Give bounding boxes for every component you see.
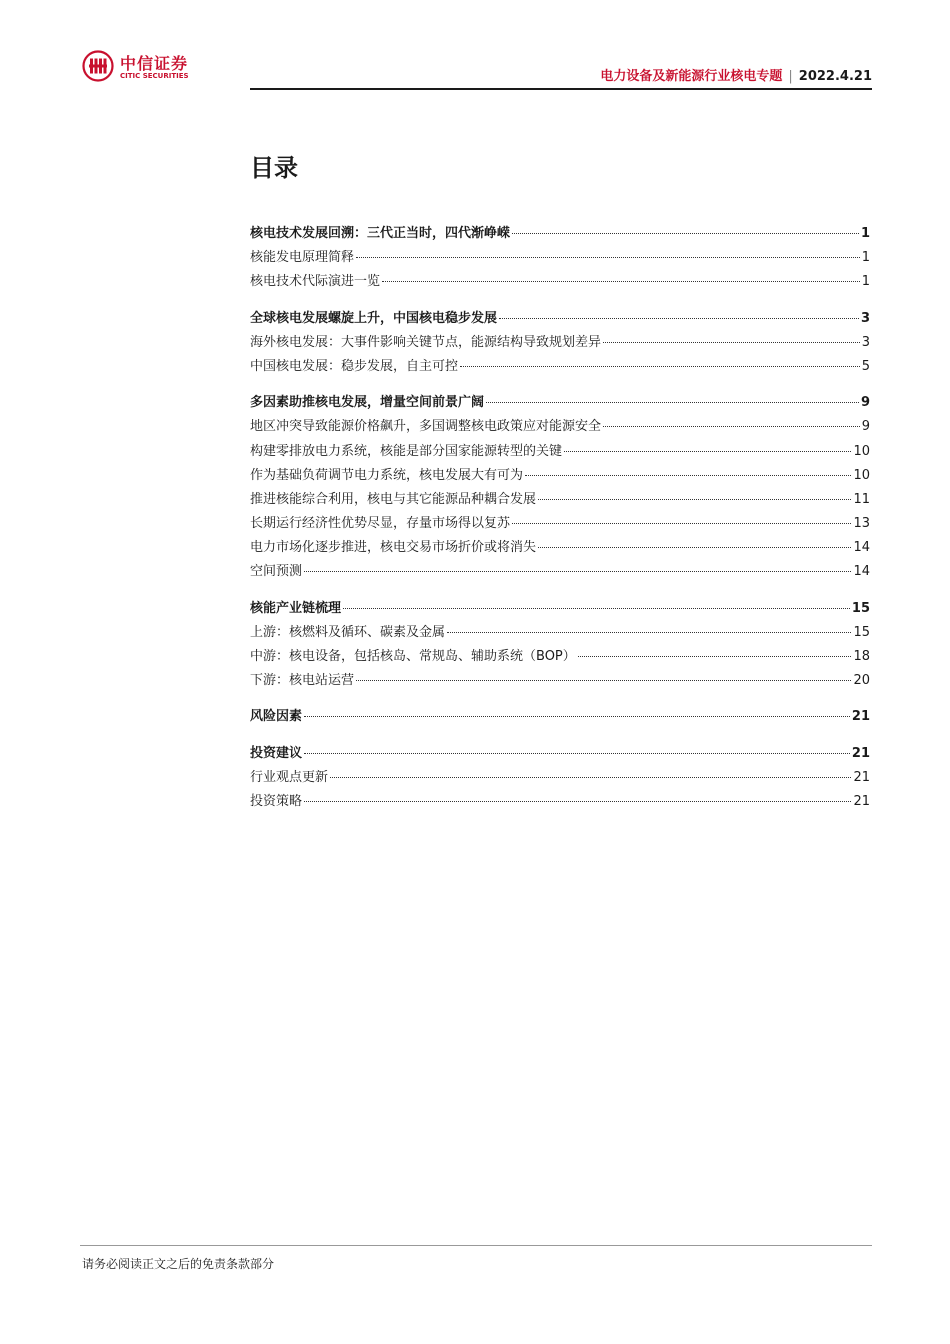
toc-subsection-entry[interactable] <box>250 536 870 560</box>
toc-entry-title: 长期运行经济性优势尽显，存量市场得以复苏 <box>250 516 511 532</box>
toc-entry-title: 风险因素 <box>250 709 303 725</box>
dot-leader <box>538 547 851 548</box>
toc-page-number: 10 <box>853 443 870 459</box>
toc-entry-title: 核电技术代际演进一览 <box>250 274 381 290</box>
toc-page-number: 21 <box>853 769 870 785</box>
toc-entry-title: 空间预测 <box>250 564 303 580</box>
dot-leader <box>460 366 860 367</box>
toc-page-number: 20 <box>853 673 870 689</box>
footer-disclaimer: 请务必阅读正文之后的免责条款部分 <box>82 1257 275 1271</box>
toc-subsection-entry[interactable] <box>250 560 870 584</box>
toc-page-number: 13 <box>853 516 870 532</box>
toc-page-number: 14 <box>853 564 870 580</box>
report-topic: 电力设备及新能源行业核电专题 <box>600 69 783 84</box>
logo-english-name: CITIC SECURITIES <box>120 72 189 80</box>
toc-entry-title: 电力市场化逐步推进，核电交易市场折价或将消失 <box>250 540 537 556</box>
toc-entry-title: 核能产业链梳理 <box>250 600 342 616</box>
toc-page-number: 14 <box>853 540 870 556</box>
dot-leader <box>304 801 851 802</box>
dot-leader <box>512 523 851 524</box>
toc-chapter-entry[interactable] <box>250 222 870 246</box>
toc-chapter-entry[interactable] <box>250 307 870 331</box>
toc-entry-title: 全球核电发展螺旋上升，中国核电稳步发展 <box>250 310 498 326</box>
toc-page-number: 18 <box>853 649 870 664</box>
toc-entry-title: 作为基础负荷调节电力系统，核电发展大有可为 <box>250 467 524 483</box>
toc-page-number: 21 <box>851 709 870 725</box>
dot-leader <box>603 342 860 343</box>
dot-leader <box>538 499 851 500</box>
toc-page-number: 9 <box>861 419 870 435</box>
footer-rule <box>80 1245 872 1246</box>
toc-subsection-entry[interactable] <box>250 669 870 693</box>
toc-heading: 目录 <box>250 154 298 182</box>
dot-leader <box>564 451 851 452</box>
report-header <box>600 65 872 84</box>
report-date: 2022.4.21 <box>798 69 872 84</box>
toc-entry-title: 中游：核电设备，包括核岛、常规岛、辅助系统（BOP） <box>250 649 576 664</box>
toc-entry-title: 地区冲突导致能源价格飙升，多国调整核电政策应对能源安全 <box>250 419 602 435</box>
toc-subsection-entry[interactable] <box>250 645 870 669</box>
toc-page-number: 1 <box>860 226 870 241</box>
toc-chapter-entry[interactable] <box>250 705 870 729</box>
toc-subsection-entry[interactable] <box>250 246 870 270</box>
toc-chapter-entry[interactable] <box>250 391 870 415</box>
toc-subsection-entry[interactable] <box>250 464 870 488</box>
toc-page-number: 15 <box>853 624 870 640</box>
toc-chapter-entry[interactable] <box>250 742 870 766</box>
toc-page-number: 10 <box>853 467 870 483</box>
toc-subsection-entry[interactable] <box>250 621 870 645</box>
dot-leader <box>356 680 851 681</box>
toc-entry-title: 中国核电发展：稳步发展，自主可控 <box>250 358 459 374</box>
toc-subsection-entry[interactable] <box>250 488 870 512</box>
toc-section <box>250 222 870 295</box>
dot-leader <box>304 716 850 717</box>
dot-leader <box>330 777 851 778</box>
toc-subsection-entry[interactable] <box>250 355 870 379</box>
toc-page-number: 11 <box>853 491 870 507</box>
toc-page-number: 3 <box>861 334 870 350</box>
header-rule <box>250 88 872 90</box>
toc-entry-title: 推进核能综合利用，核电与其它能源品种耦合发展 <box>250 491 537 507</box>
toc-entry-title: 核能发电原理简释 <box>250 250 355 266</box>
dot-leader <box>486 402 859 403</box>
toc-page-number: 21 <box>851 745 870 761</box>
toc-entry-title: 海外核电发展：大事件影响关键节点，能源结构导致规划差异 <box>250 334 602 350</box>
toc-chapter-entry[interactable] <box>250 597 870 621</box>
toc-entry-title: 投资建议 <box>250 745 303 761</box>
dot-leader <box>356 257 860 258</box>
toc-entry-title: 行业观点更新 <box>250 769 329 785</box>
dot-leader <box>525 475 851 476</box>
toc-page-number: 21 <box>853 793 870 809</box>
toc-subsection-entry[interactable] <box>250 331 870 355</box>
toc-subsection-entry[interactable] <box>250 766 870 790</box>
toc-entry-title: 下游：核电站运营 <box>250 673 355 689</box>
toc-subsection-entry[interactable] <box>250 415 870 439</box>
citic-logo-icon <box>82 50 114 82</box>
toc-entry-title: 多因素助推核电发展，增量空间前景广阔 <box>250 395 485 411</box>
toc-subsection-entry[interactable] <box>250 512 870 536</box>
dot-leader <box>499 318 859 319</box>
dot-leader <box>382 281 860 282</box>
toc-section <box>250 307 870 380</box>
logo-chinese-name: 中信证券 <box>120 54 189 73</box>
toc-page-number: 15 <box>851 600 870 616</box>
toc-subsection-entry[interactable] <box>250 790 870 814</box>
dot-leader <box>304 571 851 572</box>
toc-entry-title: 上游：核燃料及循环、碳素及金属 <box>250 624 446 640</box>
dot-leader <box>447 632 851 633</box>
toc-section <box>250 742 870 815</box>
toc-entry-title: 核电技术发展回溯：三代正当时，四代渐峥嵘 <box>250 226 511 241</box>
toc-page-number: 5 <box>861 358 870 374</box>
toc-page-number: 1 <box>861 250 870 266</box>
toc-page-number: 3 <box>860 310 870 326</box>
toc-entry-title: 构建零排放电力系统，核能是部分国家能源转型的关键 <box>250 443 563 459</box>
dot-leader <box>512 233 859 234</box>
toc-section <box>250 597 870 694</box>
header-separator: | <box>788 69 793 84</box>
toc-entry-title: 投资策略 <box>250 793 303 809</box>
citic-logo <box>82 50 222 84</box>
toc-section <box>250 705 870 729</box>
toc-section <box>250 391 870 585</box>
dot-leader <box>304 753 850 754</box>
toc-page-number: 1 <box>861 274 870 290</box>
toc-page-number: 9 <box>860 395 870 411</box>
toc-subsection-entry[interactable] <box>250 270 870 294</box>
dot-leader <box>578 656 852 657</box>
toc-subsection-entry[interactable] <box>250 440 870 464</box>
table-of-contents <box>250 222 870 826</box>
dot-leader <box>343 608 850 609</box>
dot-leader <box>603 426 860 427</box>
